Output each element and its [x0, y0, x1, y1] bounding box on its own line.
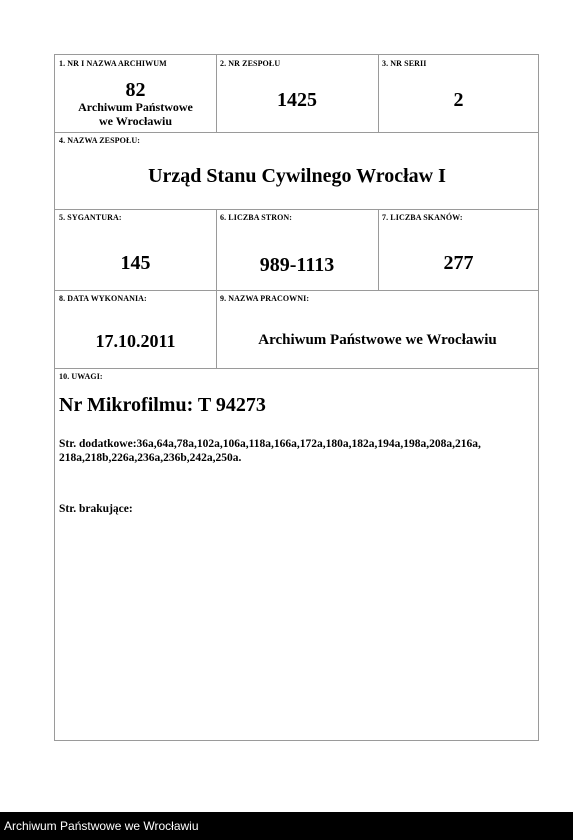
extra-pages-line1: Str. dodatkowe:36a,64a,78a,102a,106a,118a,166a,172a,180a,182a,194a,198a,208a,216a,: [59, 438, 481, 450]
fonds-name-cell: [55, 132, 539, 209]
extra-pages-line2: 218a,218b,226a,236a,236b,242a,250a.: [59, 452, 242, 464]
signature-label: 5. SYGANTURA:: [59, 213, 122, 222]
execution-date-cell: [55, 290, 216, 368]
scans-count-cell: [378, 209, 539, 290]
series-number-cell: [378, 55, 539, 132]
workshop-value: Archiwum Państwowe we Wrocławiu: [258, 332, 497, 348]
pages-count-value: 989-1113: [259, 254, 335, 276]
workshop-cell: [216, 290, 539, 368]
missing-pages: Str. brakujące:: [59, 503, 133, 515]
signature-cell: [55, 209, 216, 290]
archive-name-line2: we Wrocławiu: [98, 114, 172, 128]
notes-label: 10. UWAGI:: [59, 372, 103, 381]
archive-name-line1: Archiwum Państwowe: [78, 100, 193, 114]
fonds-name-label: 4. NAZWA ZESPOŁU:: [59, 136, 141, 145]
fonds-number-cell: [216, 55, 378, 132]
series-number-value: 2: [453, 89, 464, 111]
pages-count-label: 6. LICZBA STRON:: [220, 213, 293, 222]
notes-cell: [55, 368, 539, 740]
series-number-label: 3. NR SERII: [382, 59, 427, 68]
metadata-form: [54, 54, 539, 741]
execution-date-value: 17.10.2011: [95, 331, 176, 351]
fonds-number-value: 1425: [277, 89, 317, 111]
scans-count-value: 277: [443, 252, 474, 274]
fonds-name-value: Urząd Stanu Cywilnego Wrocław I: [148, 165, 446, 187]
pages-count-cell: [216, 209, 378, 290]
fonds-number-label: 2. NR ZESPOŁU: [220, 59, 281, 68]
footer-bar: [0, 812, 573, 840]
execution-date-label: 8. DATA WYKONANIA:: [59, 294, 147, 303]
archive-label: 1. NR I NAZWA ARCHIWUM: [59, 59, 167, 68]
footer-text: Archiwum Państwowe we Wrocławiu: [4, 819, 199, 833]
workshop-label: 9. NAZWA PRACOWNI:: [220, 294, 310, 303]
signature-value: 145: [120, 252, 151, 274]
scans-count-label: 7. LICZBA SKANÓW:: [382, 213, 463, 222]
archive-number: 82: [125, 79, 146, 101]
archive-cell: [55, 55, 216, 132]
microfilm-number: Nr Mikrofilmu: T 94273: [59, 394, 266, 416]
